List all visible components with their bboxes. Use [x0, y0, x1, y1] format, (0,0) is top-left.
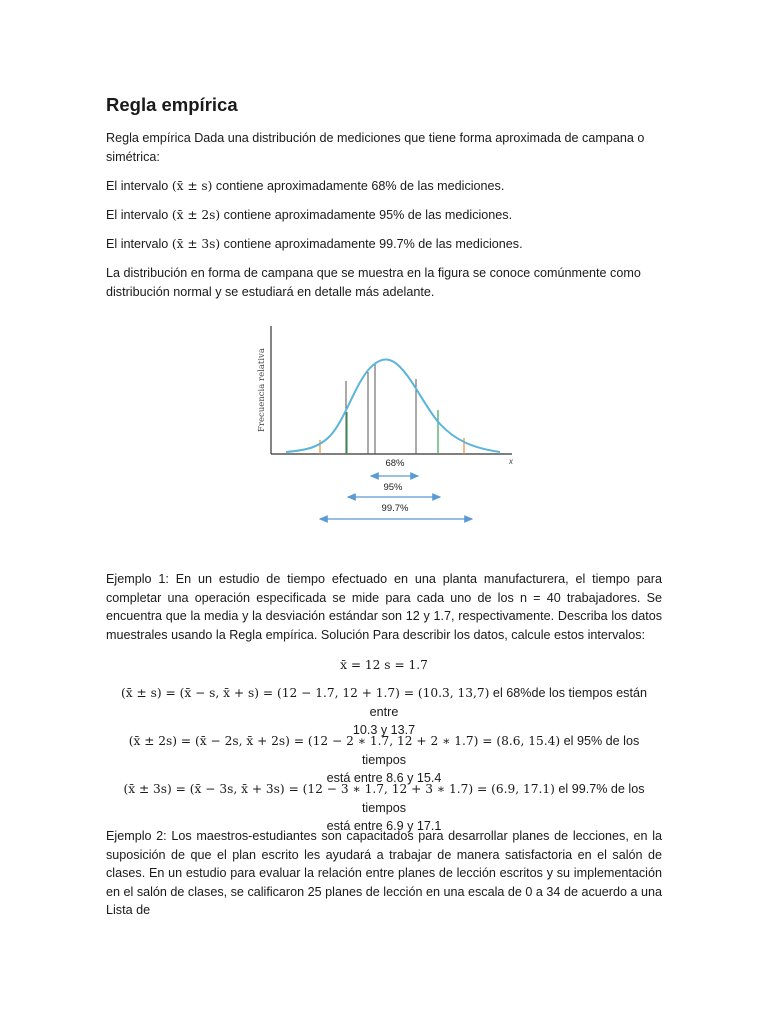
rule-line-1: [106, 177, 662, 196]
x-axis-label: x: [509, 457, 513, 466]
interval-line2: 10.3 y 13.7: [352, 723, 416, 737]
interval-text: el 99.7% de los tiempos: [361, 782, 645, 815]
rule-pre: El intervalo: [106, 179, 172, 193]
interval-math: (x̄ ± s) = (x̄ − s, x̄ + s) = (12 − 1.7, 12 + 1.7) = (10.3, 13,7): [121, 686, 490, 700]
y-axis-label: Frecuencia relativa: [257, 348, 267, 432]
rule-line-2: [106, 206, 662, 225]
rule-math: (x̄ ± 3s): [171, 237, 221, 251]
interval-line2: está entre 6.9 y 17.1: [326, 819, 442, 833]
rule-line-3: [106, 235, 662, 254]
range-label-997: 99.7%: [381, 503, 409, 514]
intro-paragraph: Regla empírica Dada una distribución de mediciones que tiene forma aproximada de campana o simétrica:: [106, 131, 645, 164]
rule-post: contiene aproximadamente 99.7% de las mediciones.: [220, 237, 523, 251]
rule-pre: El intervalo: [106, 237, 172, 251]
interval-text: el 68%de los tiempos están entre: [369, 686, 647, 719]
interval-math: (x̄ ± 2s) = (x̄ − 2s, x̄ + 2s) = (12 − 2 ∗ 1.7, 12 + 2 ∗ 1.7) = (8.6, 15.4): [128, 734, 561, 748]
bell-curve-figure: [250, 318, 530, 530]
interval-line2: está entre 8.6 y 15.4: [326, 771, 442, 785]
page-title: Regla empírica: [106, 94, 238, 115]
interval-math: (x̄ ± 3s) = (x̄ − 3s, x̄ + 3s) = (12 − 3 ∗ 1.7, 12 + 3 ∗ 1.7) = (6.9, 17.1): [123, 782, 555, 796]
example1-paragraph: Ejemplo 1: En un estudio de tiempo efectuado en una planta manufacturera, el tiempo para completar una operación especificada se mide para cada uno de los n = 40 trabajadores. Se encuentra que la media y la desviación estándar son 12 y 1.7, respectivamente. Describa los datos muestrales usando la Regla empírica. Solución Para describir los datos, calcule estos intervalos:: [106, 572, 662, 642]
range-label-95: 95%: [383, 482, 403, 493]
rule-pre: El intervalo: [106, 208, 172, 222]
rule-math: (x̄ ± 2s): [171, 208, 221, 222]
interval-text: el 95% de los tiempos: [361, 734, 640, 767]
bell-curve: [286, 360, 500, 452]
example2-paragraph: Ejemplo 2: Los maestros-estudiantes son capacitados para desarrollar planes de lecciones, en la suposición de que el plan escrito les ayudará a trabajar de manera satisfactoria en el salón de clases. En un estudio para evaluar la relación entre planes de lección escritos y su implementación en el salón de clases, se calificaron 25 planes de lección en una escala de 0 a 34 de acuerdo a una Lista de: [106, 829, 662, 917]
rule-post: contiene aproximadamente 68% de las mediciones.: [212, 179, 505, 193]
rule-post: contiene aproximadamente 95% de las mediciones.: [220, 208, 513, 222]
bell-paragraph: La distribución en forma de campana que se muestra en la figura se conoce comúnmente como distribución normal y se estudiará en detalle más adelante.: [106, 266, 641, 299]
range-label-68: 68%: [385, 458, 405, 469]
rule-math: (x̄ ± s): [171, 179, 213, 193]
mean-sd-line: x̄ = 12 s = 1.7: [340, 658, 428, 672]
